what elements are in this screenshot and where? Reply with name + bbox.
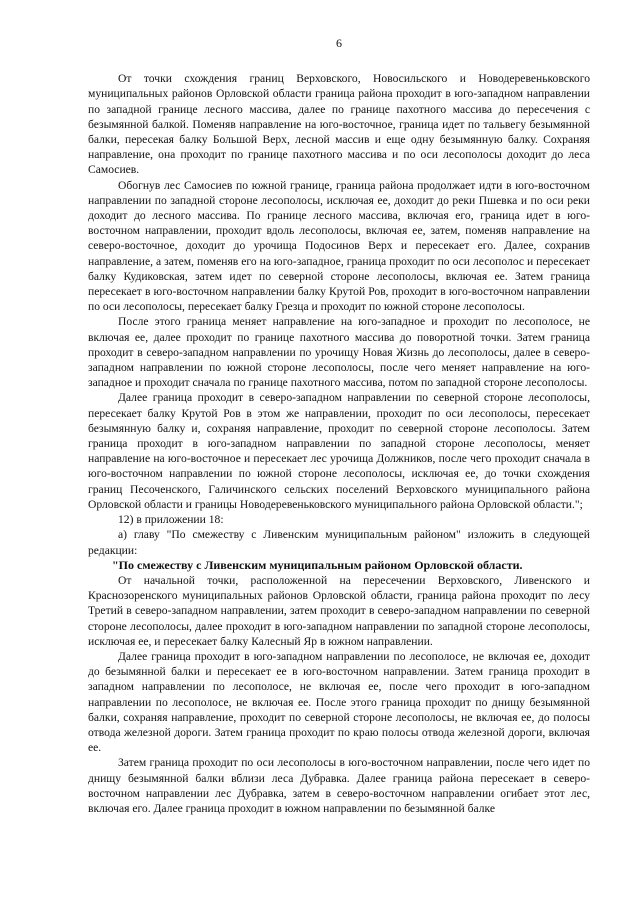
- paragraph-railway: Далее граница проходит в юго-западном направлении по лесополосе, не включая ее, доходит до безымянной балки и пересекает ее в юго-восточном направлении. Затем граница проходит в западном направлении по лесополосе, не включая ее, после чего проходит в юго-западном направлении по лесополосе, не включая ее. После этого граница проходит по днищу безымянной балки, сохраняя направление, проходит по северной стороне лесополосы, не включая ее, до полосы отвода железной дороги. Затем граница проходит по краю полосы отвода железной дороги, включая ее.: [88, 649, 590, 755]
- paragraph-dubravka: Затем граница проходит по оси лесополосы в юго-восточном направлении, после чего идет по днищу безымянной балки вблизи леса Дубравка. Далее граница района пересекает в северо-восточном направлении лес Дубравка, затем в северо-восточном направлении огибает этот лес, включая его. Далее граница проходит в южном направлении по безымянной балке: [88, 756, 590, 815]
- paragraph-verkhovsky-boundary-start: От точки схождения границ Верховского, Новосильского и Новодеревеньковского муниципальных районов Орловской области граница района проходит в юго-западном направлении по западной границе лесного массива, далее по границе пахотного массива до пересечения с безымянной балкой. Поменяв направление на юго-восточное, граница идет по тальвегу безымянной балки, пересекая балку Большой Верх, лесной массив и еще одну безымянную балку. Сохраняя направление, она проходит по границе пахотного массива и по оси лесополосы доходит до леса Самосиев.: [88, 72, 590, 177]
- list-item-a: а) главу "По смежеству с Ливенским муниципальным районом" изложить в следующей редакции:: [88, 528, 590, 557]
- list-item-12: 12) в приложении 18:: [118, 513, 224, 527]
- paragraph-dolzhnikov: Далее граница проходит в северо-западном направлении по северной стороне лесополосы, пересекает балку Крутой Ров в этом же направлении, проходит по оси лесополосы, пересекает безымянную балку и, сохраняя направление, проходит по северной стороне лесополосы. Затем граница проходит в юго-западном направлении по западной стороне лесополосы, меняет направление на юго-восточное и пересекает лес урочища Должников, после чего проходит сначала в юго-восточном направлении по южной стороне лесополосы, исключая ее, до точки схождения границ Песоченского, Галичинского сельских поселений Верховского муниципального района Орловской области и границы Новодеревеньковского муниципального района Орловской области.";: [88, 391, 590, 511]
- paragraph-starting-point: От начальной точки, расположенной на пересечении Верховского, Ливенского и Краснозоренского муниципальных районов Орловской области, граница района проходит по лесу Третий в северо-западном направлении, затем проходит в северо-западном направлении по северной стороне лесополосы, далее проходит в юго-западном направлении по западной стороне лесополосы, исключая ее, и пересекает балку Калесный Яр в южном направлении.: [88, 573, 590, 648]
- paragraph-samosiev-forest: Обогнув лес Самосиев по южной границе, граница района продолжает идти в юго-восточном направлении по западной стороне лесополосы, исключая ее, доходит до реки Пшевка и по оси реки доходит до лесного массива. По границе лесного массива, включая его, граница идет в юго-восточном направлении, проходит вдоль лесополосы, включая ее, затем, поменяв направление на северо-восточное, доходит до урочища Подосинов Верх и пересекает его. Далее, сохранив направление, а затем, поменяв его на юго-западное, граница проходит по оси лесополос и пересекает балку Кудиковская, затем идет по северной стороне лесополосы, включая ее. Затем граница пересекает в юго-восточном направлении балку Крутой Ров, проходит в юго-восточном направлении по оси лесополосы, пересекает балку Грезца и проходит по южной стороне лесополосы.: [88, 178, 590, 314]
- page-number: 6: [336, 36, 342, 50]
- paragraph-novaya-zhizn: После этого граница меняет направление на юго-западное и проходит по лесополосе, не включая ее, далее проходит по границе пахотного массива до поворотной точки. Затем граница проходит в северо-западном направлении по урочищу Новая Жизнь до лесополосы, далее в северо-западном направлении по южной стороне лесополосы, после чего меняет направление на юго-западное и проходит сначала по границе пахотного массива, потом по западной стороне лесополосы.: [88, 315, 590, 390]
- section-heading-livensky: "По смежеству с Ливенским муниципальным районом Орловской области.: [112, 557, 523, 572]
